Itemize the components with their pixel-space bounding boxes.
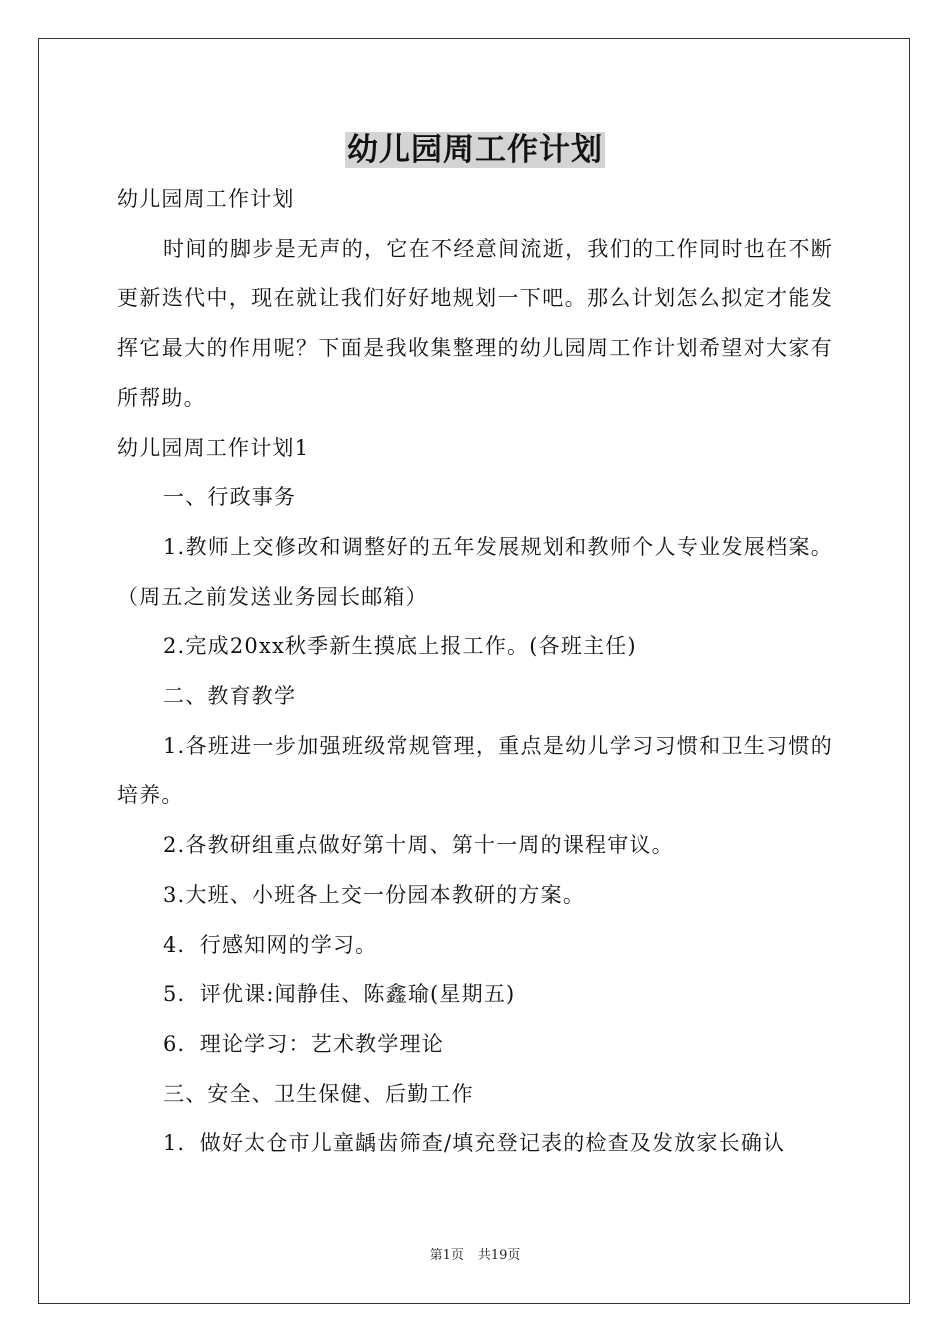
list-item: 1．做好太仓市儿童龋齿筛查/填充登记表的检查及发放家长确认 xyxy=(163,1131,786,1156)
page-number: 第1页 xyxy=(429,1248,464,1263)
document-title xyxy=(0,128,950,172)
list-item: 1.各班进一步加强班级常规管理，重点是幼儿学习习惯和卫生习惯的培养。 xyxy=(117,733,833,808)
section-heading-plan-1: 幼儿园周工作计划1 xyxy=(117,435,310,460)
subheading-teaching: 二、教育教学 xyxy=(163,684,297,709)
list-item: 5．评优课:闻静佳、陈鑫瑜(星期五) xyxy=(163,982,516,1007)
list-item: 4．行感知网的学习。 xyxy=(163,932,378,957)
list-item: 1.教师上交修改和调整好的五年发展规划和教师个人专业发展档案。（周五之前发送业务园长邮箱） xyxy=(117,534,833,609)
list-item: 6．理论学习：艺术教学理论 xyxy=(163,1031,444,1056)
total-pages: 共19页 xyxy=(477,1248,521,1263)
subheading-admin: 一、行政事务 xyxy=(163,485,297,510)
list-item: 2.各教研组重点做好第十周、第十一周的课程审议。 xyxy=(163,833,674,858)
paragraph-intro: 时间的脚步是无声的，它在不经意间流逝，我们的工作同时也在不断更新迭代中，现在就让我们好好地规划一下吧。那么计划怎么拟定才能发挥它最大的作用呢？下面是我收集整理的幼儿园周工作计划希望对大家有所帮助。 xyxy=(117,236,833,410)
list-item: 2.完成20xx秋季新生摸底上报工作。(各班主任) xyxy=(163,634,637,659)
document-body xyxy=(117,175,833,1169)
page-footer xyxy=(0,1246,950,1266)
subheading-safety: 三、安全、卫生保健、后勤工作 xyxy=(163,1081,474,1106)
paragraph-subtitle: 幼儿园周工作计划 xyxy=(117,187,295,211)
document-title-text: 幼儿园周工作计划 xyxy=(347,132,603,168)
list-item: 3.大班、小班各上交一份园本教研的方案。 xyxy=(163,882,586,907)
